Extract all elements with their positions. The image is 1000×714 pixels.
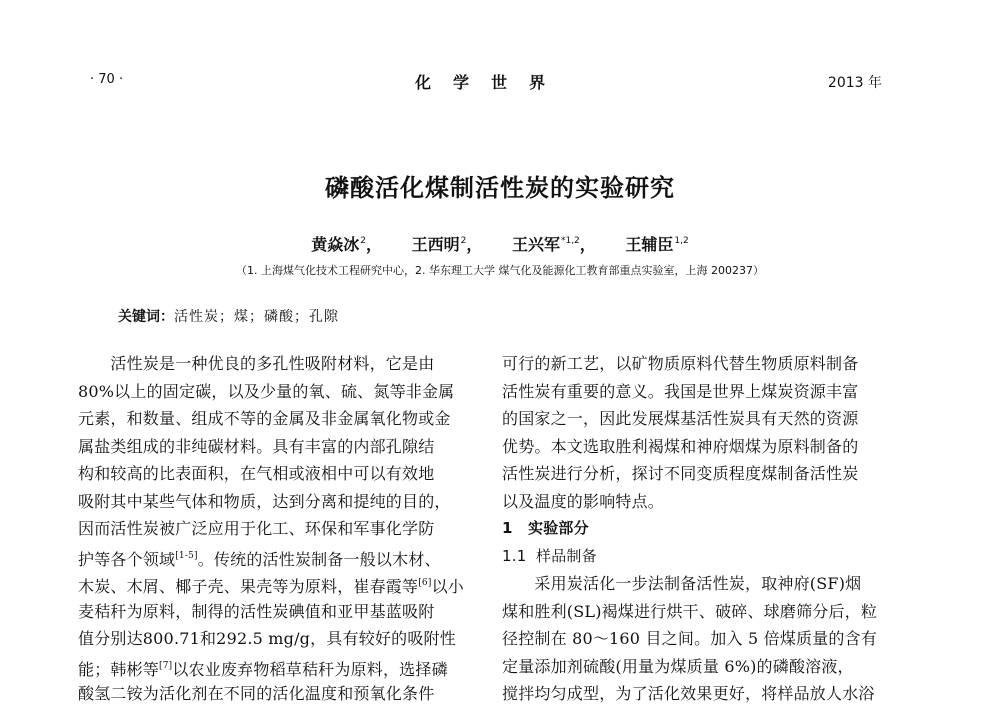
text-line: 木炭、木屑、椰子壳、果壳等为原料，崔春霞等[6]以小	[78, 577, 464, 596]
citation-marker: [7]	[159, 660, 173, 671]
body-column-right	[502, 350, 902, 708]
text-line: 活性炭是一种优良的多孔性吸附材料，它是由	[78, 354, 435, 373]
citation-marker: [1-5]	[175, 550, 198, 561]
text-line: 麦秸秆为原料，制得的活性炭碘值和亚甲基蓝吸附	[78, 601, 435, 621]
text-line: 80%以上的固定碳，以及少量的氧、硫、氮等非金属	[78, 381, 455, 401]
keywords-value: 活性炭；煤；磷酸；孔隙	[174, 309, 339, 325]
text-line: 构和较高的比表面积，在气相或液相中可以有效地	[78, 464, 435, 483]
author-list	[0, 232, 1000, 255]
text-line: 属盐类组成的非纯碳材料。具有丰富的内部孔隙结	[78, 436, 435, 456]
author: 王西明$^2$，	[411, 235, 483, 254]
text-line: 煤和胜利(SL)褐煤进行烘干、破碎、球磨筛分后，粒	[502, 601, 878, 621]
keywords-label: 关键词：	[118, 309, 174, 325]
affiliation: （1. 上海煤气化技术工程研究中心，2. 华东理工大学 煤气化及能源化工教育部重点实验室，上海 200237）	[236, 264, 764, 277]
citation-marker: [6]	[418, 578, 432, 588]
text-line: 吸附其中某些气体和物质，达到分离和提纯的目的，	[78, 491, 451, 511]
text-line: 活性炭进行分析，探讨不同变质程度煤制备活性炭	[502, 464, 859, 483]
page-number: · 70 ·	[90, 72, 124, 87]
text-line: 能；韩彬等[7]以农业废弃物稻草秸秆为原料，选择磷	[78, 659, 448, 679]
text-line: 优势。本文选取胜利褐煤和神府烟煤为原料制备的	[502, 436, 859, 456]
section-heading: 1 实验部分	[502, 519, 589, 537]
author: 黄焱冰$^2$，	[311, 235, 383, 254]
text-line: 采用炭活化一步法制备活性炭，取神府(SF)烟	[502, 574, 862, 593]
keywords	[118, 306, 339, 326]
body-column-left	[78, 350, 483, 708]
text-line: 因而活性炭被广泛应用于化工、环保和军事化学防	[78, 519, 435, 538]
running-header	[0, 70, 1000, 94]
text-line: 值分别达800.71和292.5 mg/g，具有较好的吸附性	[78, 629, 456, 648]
journal-year: 2013 年	[827, 75, 882, 91]
author: 王辅臣$^{1,2}$	[625, 235, 689, 254]
text-line: 以及温度的影响特点。	[502, 491, 665, 511]
subsection-heading: 1.1 样品制备	[502, 546, 597, 565]
text-line: 搅拌均匀成型，为了活化效果更好，将样品放人水浴	[502, 684, 875, 703]
text-line: 的国家之一，因此发展煤基活性炭具有天然的资源	[502, 409, 859, 428]
text-line: 护等各个领域[1-5]。传统的活性炭制备一般以木材、	[78, 549, 441, 569]
journal-name: 化学世界	[415, 73, 568, 92]
text-line: 定量添加剂硫酸(用量为煤质量 6%)的磷酸溶液，	[502, 656, 854, 676]
paper-title: 磷酸活化煤制活性炭的实验研究	[325, 174, 675, 202]
author: 王兴军$^{*1,2}$，	[511, 235, 596, 254]
text-line: 酸氢二铵为活化剂在不同的活化温度和预氧化条件	[78, 684, 435, 703]
text-line: 可行的新工艺，以矿物质原料代替生物质原料制备	[502, 354, 859, 373]
text-line: 活性炭有重要的意义。我国是世界上煤炭资源丰富	[502, 381, 859, 401]
text-line: 径控制在 80～160 目之间。加入 5 倍煤质量的含有	[502, 629, 878, 648]
text-line: 元素，和数量、组成不等的金属及非金属氧化物或金	[78, 409, 451, 428]
